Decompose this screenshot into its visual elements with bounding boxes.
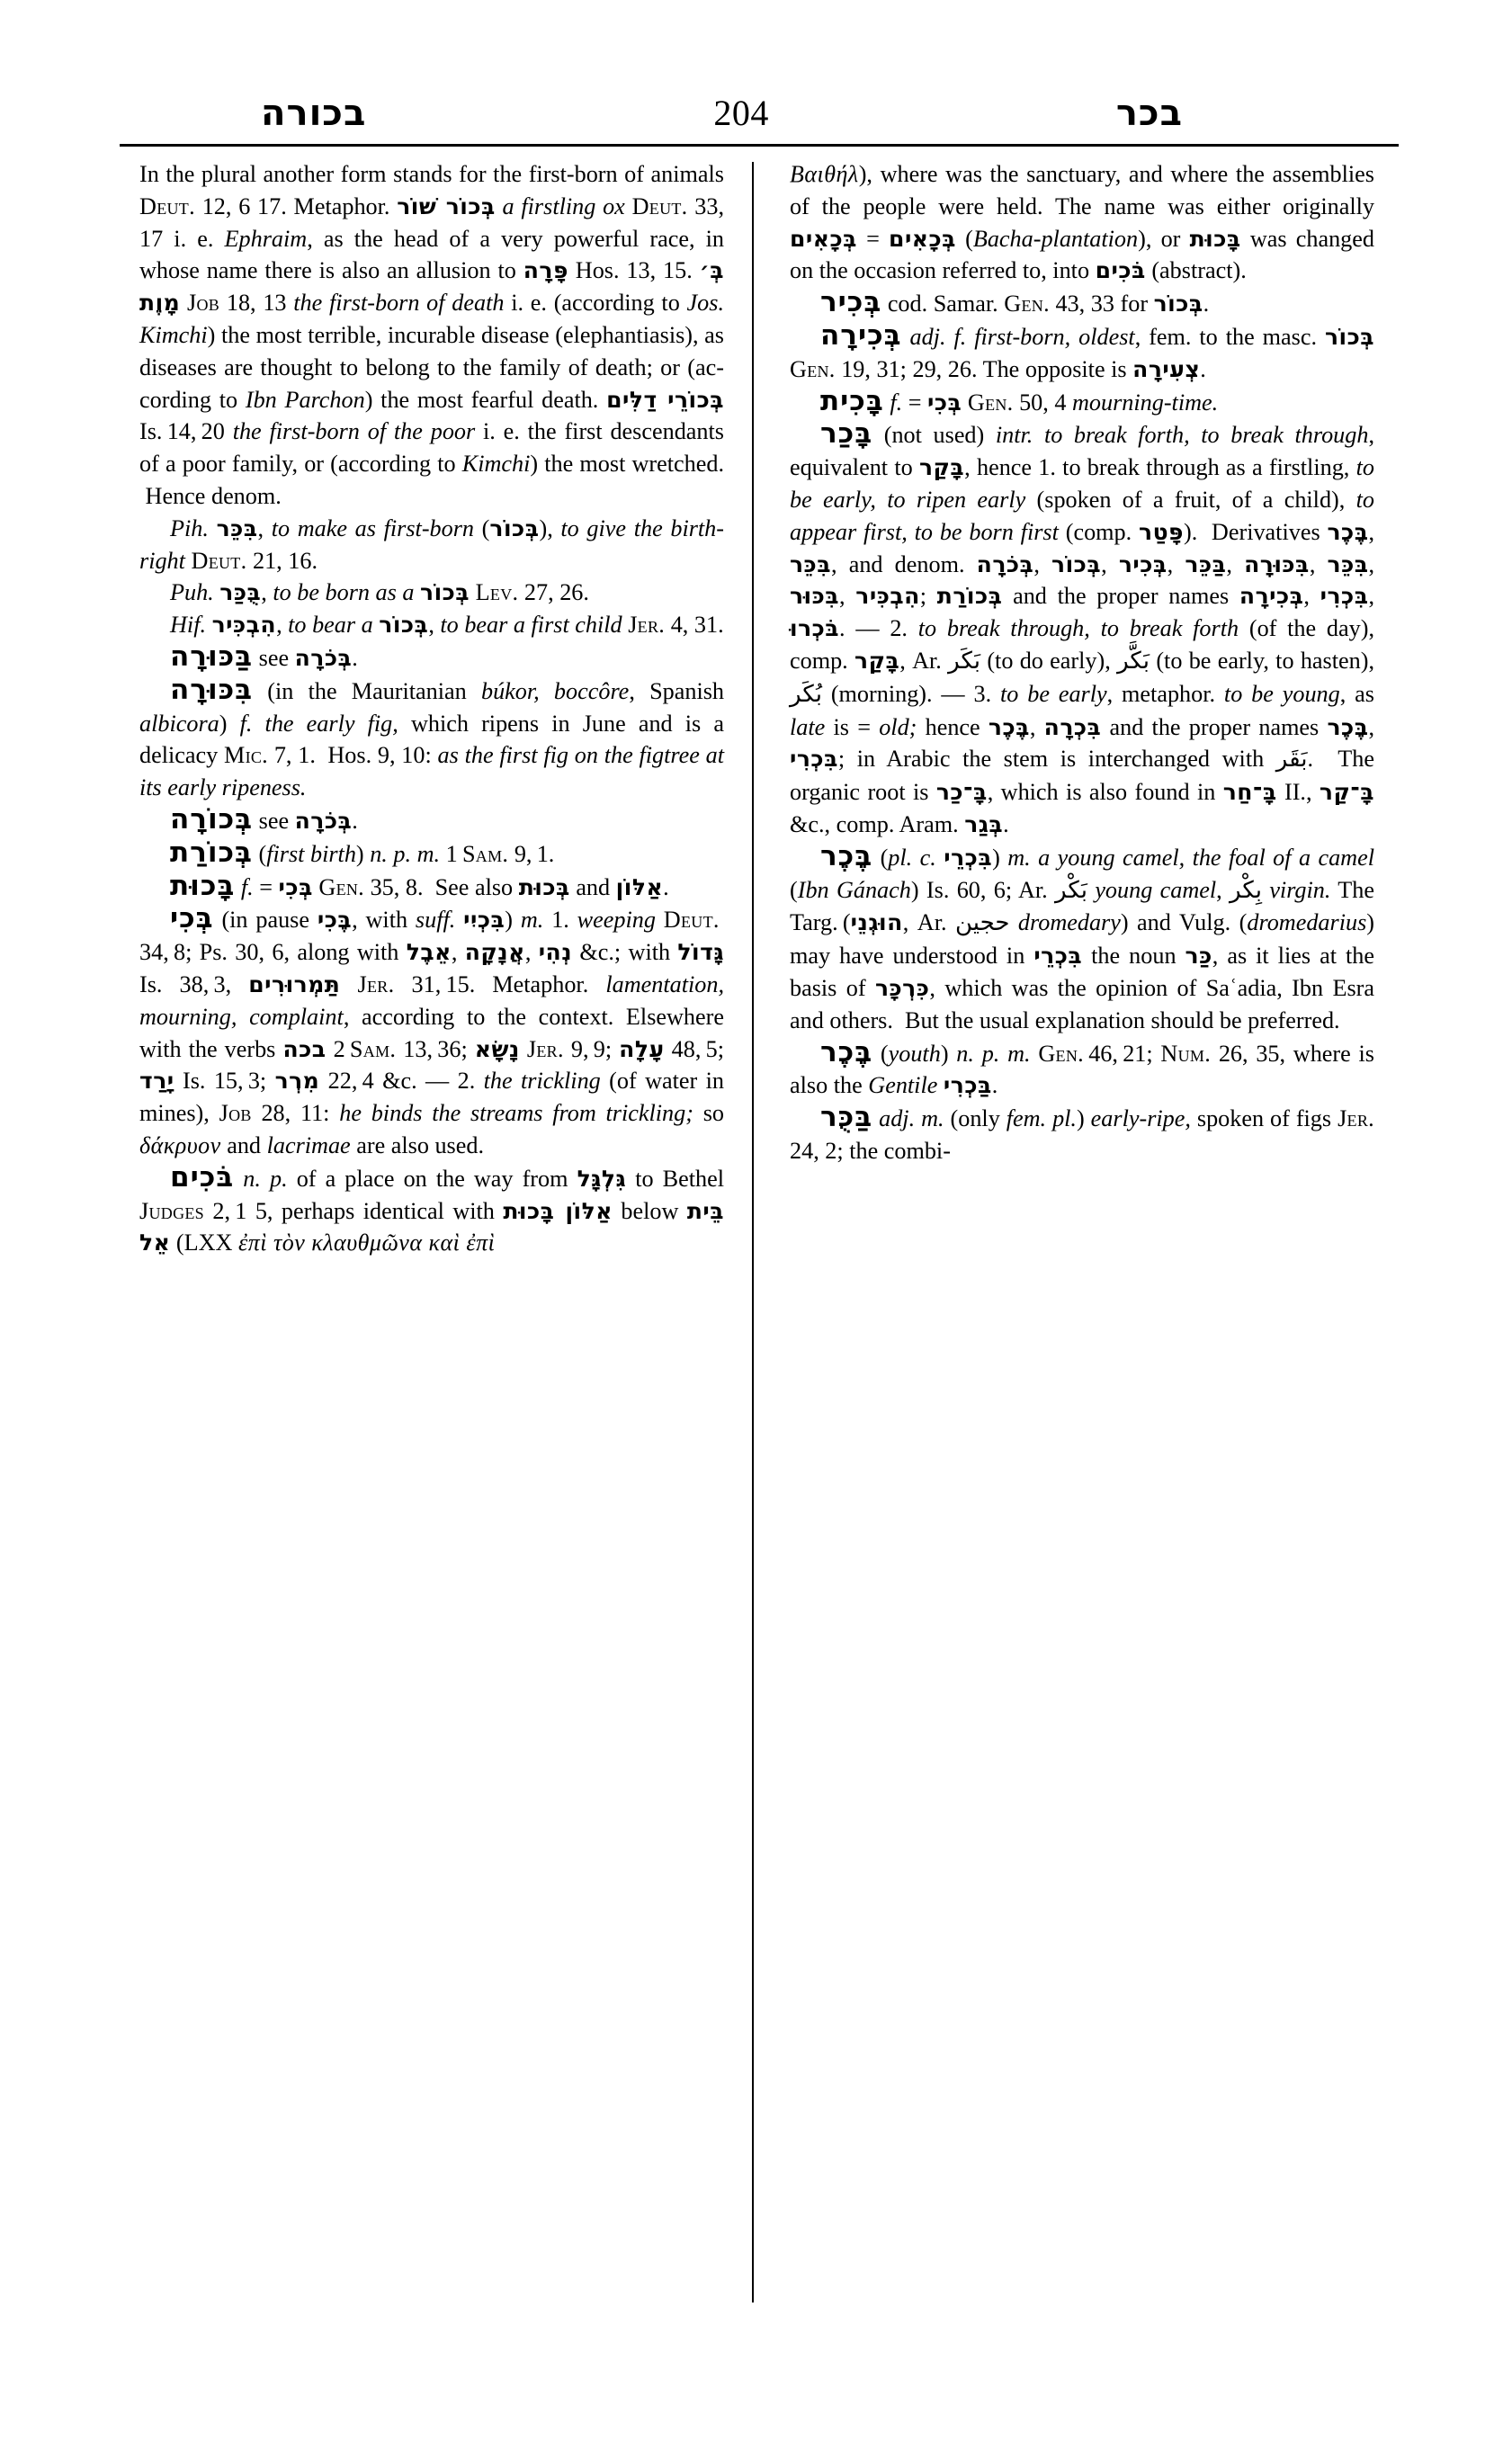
running-head [144,63,1376,134]
hebrew-word: בֶּכֶר [988,713,1030,740]
hebrew-word: אֲנָקָה [464,939,525,966]
hebrew-word: בִּכּוּר [790,583,840,610]
bible-ref: Jer. [1338,1105,1375,1132]
hebrew-word: בְּכִי [278,873,313,900]
hebrew-word: בֻּכַּר [219,579,262,606]
grammar-label: pl. c. [888,844,936,871]
bible-ref: Deut. [663,907,720,934]
hebrew-word: גָּדוֹל [677,939,724,966]
arabic-word: حجين [954,909,1010,937]
headword-hebrew: בָּכִית [820,384,884,417]
gloss: mourning-time. [1071,389,1219,416]
hebrew-word: בָּ־חַר [1222,779,1277,806]
gloss: virgin. [1269,876,1331,903]
hebrew-word: בְּכִי [927,389,962,416]
hebrew-word: בְּכוֹר [1153,291,1203,317]
hebrew-word: פָּטַר [1139,518,1184,545]
gloss: to be born as a [273,579,415,606]
arabic-word: بَكَّر [1117,647,1150,675]
hebrew-word: אַלּוֹן בָּכוּת [503,1197,613,1224]
grammar-label: suff. [415,907,456,934]
gloss: Bacha-plantation [972,225,1139,252]
hebrew-word: מִרְר [274,1068,320,1095]
hebrew-word: בְּ׳ מָוֶת [139,257,724,317]
hebrew-word: הִבְכִּיר [855,583,920,610]
bible-ref: Num. [1160,1040,1212,1067]
gloss: to make as first-born [271,514,475,541]
hebrew-word: בִּכְרָה [1043,713,1102,740]
foreign-form: búkor, boccôre [480,677,630,704]
hebrew-word: בְּכָאִים [790,225,857,252]
bible-ref: Gen. [1038,1040,1084,1067]
headword-hebrew: בְּכִיר [820,286,882,319]
bible-ref: Deut. [631,192,688,219]
hebrew-word: בִּכֵּר [1327,550,1369,577]
gloss: lamentation, mourning, complaint [139,970,724,1030]
entry-paragraph: בֶּכֶר (youth) n. p. m. Gen. 46, 21; Num. 26, 35, where is also the Gentile בַּכְרִי. [790,1035,1374,1099]
hebrew-word: בְּכוֹר [1324,323,1375,350]
headword-hebrew: בְּכִי [170,902,214,935]
gloss: to bear a [288,612,373,639]
bible-ref: Deut. [191,547,247,574]
pos-label: n. p. [243,1165,288,1192]
stem-label: Hif. [170,612,207,639]
stem-label: Puh. [170,579,214,606]
pos-label: m. a young camel, the foal of a camel [1007,844,1374,871]
bible-ref: Judges [139,1197,204,1224]
column-divider-rule [752,162,754,2302]
authority-name: Ibn Parchon [245,386,365,413]
gloss: first birth [266,840,356,867]
entry-paragraph: In the plural another form stands for the first-born of animals Deut. 12, 6 17. Metaphor. בְּכוֹר שׁוֹר a firstling ox Deut. 33, 17 i. e. Ephraim, as the head of a very powerful race, in whose name there is also an allusion to פָּרָה Hos. 13, 15. בְּ׳ מָוֶת Job 18, 13 the first-born of death i. e. (according to Jos. Kimchi) the most terrible, incurable disease (elephantiasis), as diseases are thought to belong to the family of death; or (according to Ibn Parchon) the most fearful death. בְּכוֹרֵי דַלִּים Is. 14, 20 the first-born of the poor i. e. the first descendants of a poor family, or (according to Kimchi) the most wretched. Hence denom. [139,161,725,509]
bible-ref: Lev. [475,579,519,606]
hebrew-word: כַּר [1185,943,1212,970]
authority-name: Kimchi [461,451,531,478]
greek-word: Βαιθήλ [790,161,859,187]
hebrew-word: בְּכוֹר [420,579,470,606]
hebrew-word: בַּכֵּר [1185,550,1227,577]
hebrew-word: בֹּכְרוּ [790,615,840,642]
gloss: the first-born of death [293,290,505,317]
proper-name: Ephraim [224,225,308,252]
pos-label: adj. f. first-born, oldest [909,323,1135,350]
bible-ref: Gen. [790,355,836,382]
stem-label: Pih. [170,514,209,541]
hebrew-word: צְעִירָה [1132,355,1201,382]
pos-label: m. [520,907,544,934]
hebrew-word: בִּכֵּר [216,514,258,541]
gloss: to be early, to ripen early [790,454,1374,513]
entry-paragraph: Puh. בֻּכַּר, to be born as a בְּכוֹר Lev. 27, 26. [170,579,589,606]
running-head-left-hebrew: בכורה [261,93,367,134]
gloss: to bear a first child [440,612,622,639]
hebrew-word: הוּגְנֵי [850,909,903,936]
gloss: to break through, to break forth [917,615,1239,642]
hebrew-word: בִּכְרִי [790,746,838,773]
entry-paragraph: בְּכִי (in pause בֶּכִי, with suff. בִּכְיִי) m. 1. weeping Deut. 34, 8; Ps. 30, 6, along with אֵבֶל, אֲנָקָה, נְהִי &c.; with גָּדוֹל Is. 38, 3, תַּמְרוּרִים Jer. 31, 15. Metaphor. lamentation, mourning, complaint, according to the context. Elsewhere with the verbs בכה 2 Sam. 13, 36; נָשָׂא Jer. 9, 9; עָלָה 48, 5; יָרַד Is. 15, 3; מִרְר 22, 4 &c. — 2. the trickling (of water in mines), Job 28, 11: he binds the streams from trickling; so δάκρυον and lacrimae are also used. [139,902,724,1158]
arabic-word: بُكَر [790,680,822,708]
hebrew-word: בְּכוֹרַת [936,583,1003,610]
hebrew-word: בְּגַר [964,810,1004,837]
hebrew-word: עָלָה [619,1035,665,1062]
hebrew-word: בַּכְרִי [943,1072,992,1099]
right-column [790,158,1374,1167]
arabic-word: بَكَر [948,647,981,675]
header-rule [120,144,1399,147]
headword-hebrew: בֹּכִים [170,1160,235,1194]
hebrew-word: בִּכְרֵי [1033,943,1083,970]
hebrew-word: בְּכֹרָה [294,807,353,834]
entry-paragraph: בְּכִירָה adj. f. first-born, oldest, fem. to the masc. בְּכוֹר Gen. 19, 31; 29, 26. The opposite is צְעִירָה. [790,318,1375,382]
hebrew-word: בְּכוֹר [379,612,429,639]
hebrew-word: תַּמְרוּרִים [248,970,341,997]
entry-paragraph: Βαιθήλ), where was the sanctuary, and where the assemblies of the people were held. The name was either originally בְּכָאִים = בְּכָאִים (Bacha-plantation), or בָּכוּת was changed on the occasion referred to, into בֹּכִים (abstract). [790,161,1374,284]
entry-paragraph: בָּכִית f. = בְּכִי Gen. 50, 4 mourning-time. [820,384,1219,417]
entry-paragraph: Hif. הִבְכִּיר, to bear a בְּכוֹר, to bear a first child Jer. 4, 31. [170,612,724,639]
hebrew-word: בָּכוּת [1189,225,1241,252]
hebrew-word: בָּ־כַר [935,779,988,806]
arabic-word: بَكْر [1055,876,1087,904]
bible-ref: Mic. [224,742,269,769]
gloss: to appear first, to be born first [790,486,1374,545]
gloss: intr. to break forth, to break through [995,422,1369,449]
gloss: late [790,713,826,740]
gloss: young camel [1095,876,1217,903]
gloss: weeping [577,907,656,934]
hebrew-word: בֹּכִים [1095,257,1146,284]
headword-hebrew: בֶּכֶר [820,1035,873,1069]
column-container [120,158,1399,2362]
gloss: early-ripe, [1090,1105,1191,1132]
hebrew-word: בְּכוֹר שׁוֹר [397,192,496,219]
bible-ref: Gen. [1004,291,1050,317]
hebrew-word: בְּכָאִים [889,225,956,252]
gloss: f. the early fig, [239,710,398,737]
arabic-word: بَقَر [1275,746,1308,773]
pos-label: f. [240,873,254,900]
headword-hebrew: בָּכַר [820,417,873,451]
latin-word: dromedarius [1247,909,1367,936]
gloss: old; [879,713,917,740]
foreign-form: albicora [139,710,219,737]
hebrew-word: בְּכוּת [518,873,570,900]
hebrew-word: בֶּכִי [317,907,353,934]
bible-ref: Sam. [461,840,509,867]
entry-paragraph: בְּכוֹרָה see בְּכֹרָה. [170,802,358,836]
entry-paragraph: Pih. בִּכֵּר, to make as first-born (בְּכוֹר), to give the birth-right Deut. 21, 16. [139,514,724,574]
gloss: as the first fig on the figtree at its early ripeness. [139,742,724,801]
entry-paragraph: בַּכּוּרָה see בְּכֹרָה. [170,639,358,673]
entry-paragraph: בַּכֻּר adj. m. (only fem. pl.) early-ripe, spoken of figs Jer. 24, 2; the combi- [790,1101,1375,1164]
hebrew-word: בכה [282,1035,327,1062]
hebrew-word: בְּכֹרָה [294,644,353,671]
headword-hebrew: בָּכוּת [170,869,236,902]
headword-hebrew: בַּכּוּרָה [170,639,254,673]
entry-paragraph: בְּכוֹרַת (first birth) n. p. m. 1 Sam. 9, 1. [170,836,555,869]
latin-word: lacrimae [266,1131,351,1158]
hebrew-word: נָשָׂא [474,1035,520,1062]
hebrew-word: בְּכִירָה [1239,583,1304,610]
hebrew-word: בֶּכֶר [1327,518,1369,545]
hebrew-word: בָּ־קַר [1319,779,1374,806]
headword-hebrew: בֶּכֶר [820,839,873,872]
hebrew-word: בְּכֹרָה [976,550,1034,577]
entry-paragraph: בֹּכִים n. p. of a place on the way from גִּלְגָּל to Bethel Judges 2, 1 5, perhaps identical with אַלּוֹן בָּכוּת below בֵּית אֵל (LXX ἐπὶ τὸν κλαυθμῶνα καὶ ἐπὶ [139,1160,725,1256]
entry-paragraph: בָּכַר (not used) intr. to break forth, to break through, equivalent to בָּקַר, hence 1. to break through as a firstling, to be early, to ripen early (spoken of a fruit, of a child), to appear first, to be born first (comp. פָּטַר). Derivatives בֶּכֶר, בִּכֵּר, and denom. בְּכֹרָה, בְּכוֹר, בְּכִיר, בַּכֵּר, בִּכּוּרָה, בִּכֵּר, בִּכּוּר, הִבְכִּיר; בְּכוֹרַת and the proper names בְּכִירָה, בִּכְרִי, בֹּכְרוּ. — 2. to break through, to break forth (of the day), comp. בָּקַר, Ar. بَكَر (to do early), بَكَّر (to be early, to hasten), بُكَر (morning). — 3. to be early, metaphor. to be young, as late is = old; hence בֶּכֶר, בִּכְרָה and the proper names בֶּכֶר, בִּכְרִי; in Arabic the stem is interchanged with بَقَر. The organic root is בָּ־כַר, which is also found in בָּ־חַר II., בָּ־קַר &c., comp. Aram. בְּגַר. [790,417,1375,837]
hebrew-word: בִּכְרִי [1320,583,1369,610]
headword-hebrew: בַּכֻּר [820,1101,873,1134]
greek-word: δάκρυον [139,1131,221,1158]
gloss: he binds the streams from trickling; [339,1100,693,1127]
bible-ref: Jer. [357,970,395,997]
entry-paragraph: בִּכּוּרָה (in the Mauritanian búkor, boccôre, Spanish albicora) f. the early fig, which ripens in June and is a delicacy Mic. 7, 1. Hos. 9, 10: as the first fig on the figtree at its early ripeness. [139,673,725,801]
gloss: to be young [1223,680,1340,707]
bible-ref: Deut. [139,192,195,219]
hebrew-word: בָּקַר [918,454,965,481]
gloss: Gentile [868,1072,938,1099]
headword-hebrew: בְּכִירָה [820,318,902,352]
hebrew-word: נְהִי [538,939,573,966]
gloss: to be early [1000,680,1107,707]
gloss: the trickling [483,1068,601,1095]
hebrew-word: בִּכֵּר [790,550,831,577]
hebrew-word: בֵּית אֵל [139,1197,725,1256]
bible-ref: Gen. [967,389,1014,416]
bible-ref: Gen. [318,873,365,900]
hebrew-word: בְּכוֹר [1051,550,1102,577]
hebrew-word: בְּכוֹרֵי דַלִּים [606,386,724,413]
hebrew-word: אַלּוֹן [615,873,664,900]
running-head-right-hebrew: בכר [1115,93,1183,134]
bible-ref: Jer. [628,612,666,639]
left-column [139,158,724,1259]
entry-paragraph: בָּכוּת f. = בְּכִי Gen. 35, 8. See also בְּכוּת and אַלּוֹן. [170,869,669,902]
pos-label: n. p. m. [956,1040,1031,1067]
gloss: dromedary [1017,909,1121,936]
hebrew-word: כִּרְכָּר [874,974,930,1001]
hebrew-word: בְּכִיר [1118,550,1168,577]
bible-ref: Sam. [349,1035,397,1062]
gloss: the first-born of the poor [232,418,476,445]
headword-hebrew: בְּכוֹרַת [170,836,253,869]
hebrew-word: פָּרָה [523,257,568,284]
hebrew-word: בִּכְיִי [463,907,505,934]
pos-label: n. p. m. [370,840,441,867]
pos-label: f. [890,389,903,416]
bible-ref: Job [219,1100,252,1127]
hebrew-word: אֵבֶל [406,939,452,966]
entry-paragraph: בְּכִיר cod. Samar. Gen. 43, 33 for בְּכוֹר. [820,286,1210,319]
hebrew-word: בִּכְרֵי [944,844,993,871]
gloss: youth [888,1040,941,1067]
pos-label: adj. m. [879,1105,944,1132]
hebrew-word: הִבְכִּיר [211,612,277,639]
page-number: 204 [713,93,769,133]
bible-ref: Jer. [526,1035,564,1062]
grammar-label: fem. pl. [1006,1105,1077,1132]
hebrew-word: בֶּכֶר [1327,713,1369,740]
hebrew-word: יָרַד [139,1068,174,1095]
headword-hebrew: בִּכּוּרָה [170,673,254,706]
hebrew-word: בִּכּוּרָה [1244,550,1310,577]
hebrew-word: בָּקַר [854,647,900,674]
hebrew-word: בְּכוֹר [489,514,540,541]
gloss: a firstling ox [502,192,625,219]
hebrew-word: גִּלְגָּל [577,1165,627,1192]
entry-paragraph: בֶּכֶר (pl. c. בִּכְרֵי) m. a young camel, the foal of a camel (Ibn Gánach) Is. 60, 6; Ar. بَكْر young camel, بِكْر virgin. The Targ. (הוּגְנֵי, Ar. حجين dromedary) and Vulg. (dromedarius) may have understood in בִּכְרֵי the noun כַּר, as it lies at the basis of כִּרְכָּר, which was the opinion of Saʿadia, Ibn Esra and others. But the usual explanation should be preferred. [790,839,1375,1033]
headword-hebrew: בְּכוֹרָה [170,802,254,836]
bible-ref: Job [187,290,220,317]
gloss: to give the birth-right [139,514,724,574]
greek-phrase: ἐπὶ τὸν κλαυθμῶνα καὶ ἐπὶ [237,1229,496,1256]
authority-name: Ibn Gánach [797,876,911,903]
arabic-word: بِكْر [1230,876,1262,904]
authority-name: Jos. Kimchi [139,290,724,348]
